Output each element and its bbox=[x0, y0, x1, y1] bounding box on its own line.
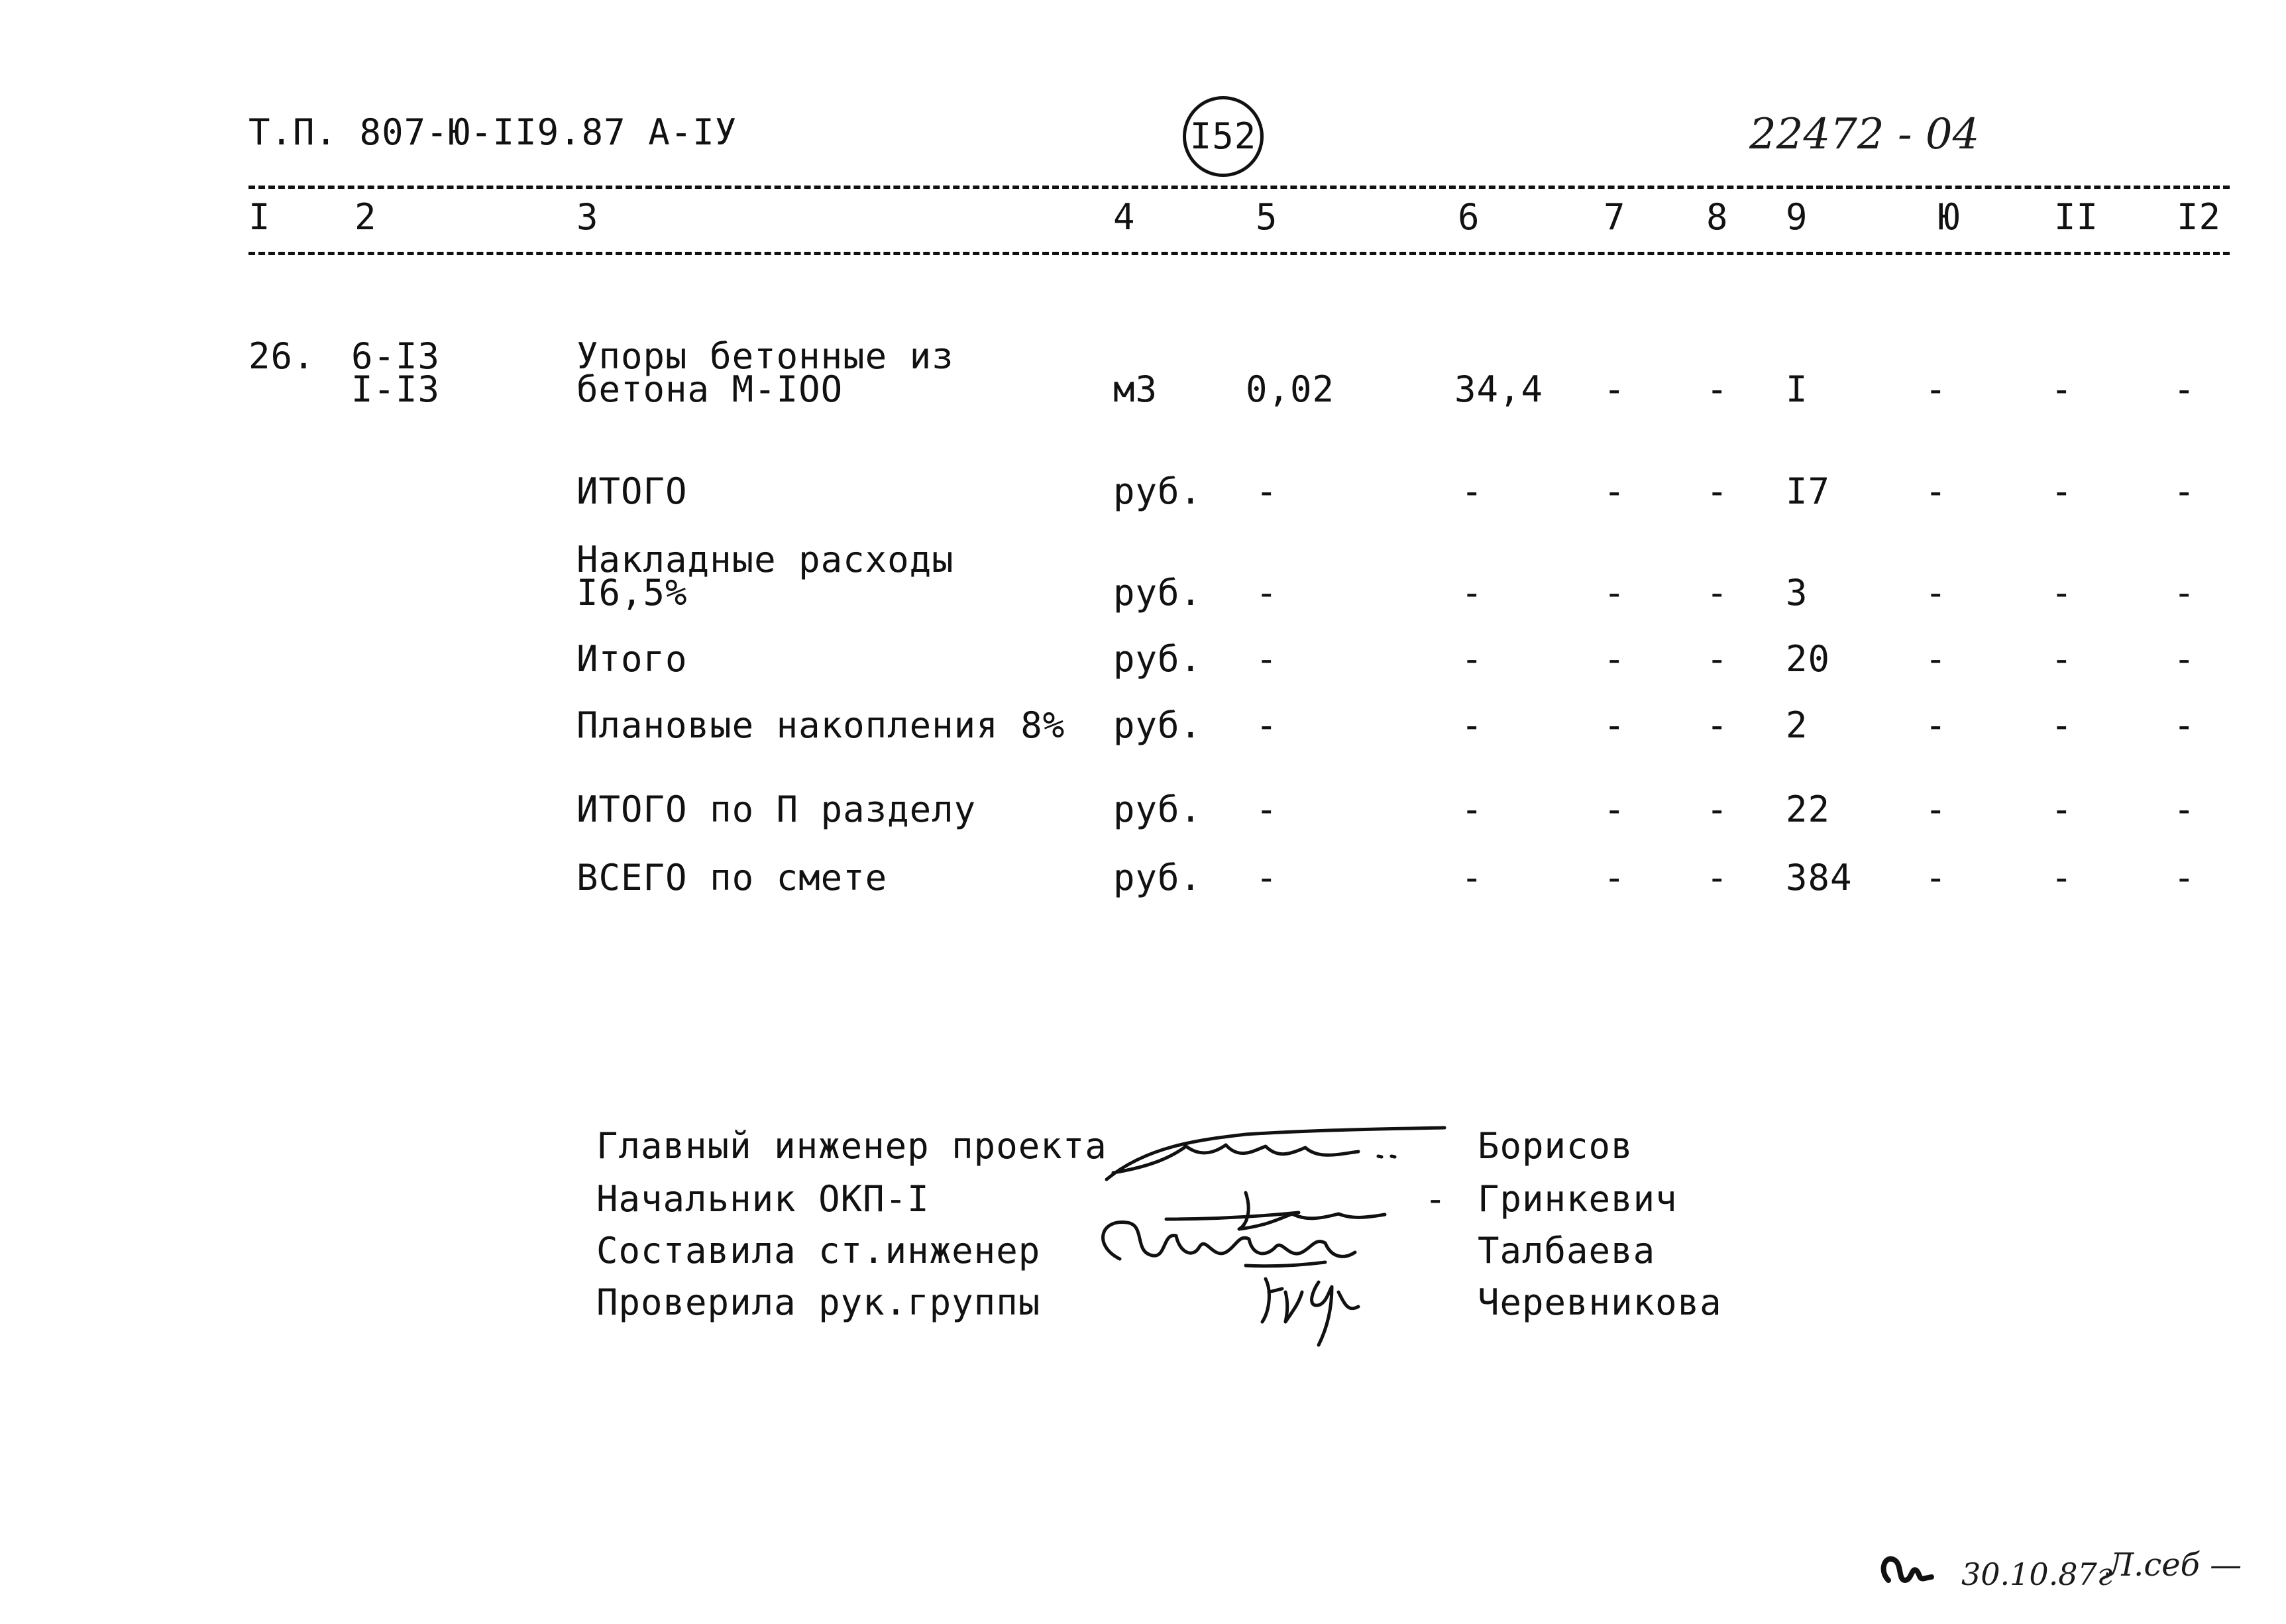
signature-name: Черевникова bbox=[1478, 1281, 1722, 1323]
column-header-3: 3 bbox=[576, 196, 599, 238]
summary-label: ИТОГО по П разделу bbox=[576, 788, 977, 830]
signature-role: Проверила рук.группы bbox=[596, 1281, 1041, 1323]
signature-borisov bbox=[1107, 1128, 1444, 1179]
summary-col-8: - bbox=[1706, 704, 1729, 746]
summary-unit: руб. bbox=[1113, 788, 1203, 830]
page-number: І52 bbox=[1189, 115, 1257, 157]
summary-unit: руб. bbox=[1113, 638, 1203, 680]
item-number: 26. bbox=[248, 335, 315, 377]
summary-col-6: - bbox=[1461, 704, 1484, 746]
footer-date-note: 30.10.87г bbox=[1961, 1556, 2113, 1592]
summary-col-9: 3 bbox=[1786, 572, 1808, 614]
summary-col-6: - bbox=[1461, 857, 1484, 898]
column-header-12: І2 bbox=[2177, 196, 2222, 238]
signature-role: Главный инженер проекта bbox=[596, 1125, 1107, 1167]
summary-col-10: - bbox=[1925, 788, 1947, 830]
column-header-5: 5 bbox=[1256, 196, 1278, 238]
signature-talbaeva bbox=[1103, 1222, 1355, 1266]
summary-label-line-2: І6,5% bbox=[576, 572, 688, 614]
signature-cherevnikova bbox=[1262, 1279, 1358, 1345]
summary-col-5: - bbox=[1256, 572, 1278, 614]
summary-col-6: - bbox=[1461, 470, 1484, 512]
summary-col-11: - bbox=[2051, 704, 2073, 746]
summary-col-11: - bbox=[2051, 857, 2073, 898]
column-header-9: 9 bbox=[1786, 196, 1808, 238]
page-number-stamp bbox=[1183, 96, 1264, 177]
summary-unit: руб. bbox=[1113, 704, 1203, 746]
header-dashed-line-top bbox=[248, 186, 2230, 189]
summary-label: Итого bbox=[576, 638, 688, 680]
summary-col-8: - bbox=[1706, 788, 1729, 830]
summary-unit: руб. bbox=[1113, 470, 1203, 512]
summary-label: ИТОГО bbox=[576, 470, 688, 512]
item-col-12: - bbox=[2173, 368, 2196, 410]
column-header-6: 6 bbox=[1458, 196, 1480, 238]
item-col-9: І bbox=[1786, 368, 1808, 410]
summary-col-8: - bbox=[1706, 638, 1729, 680]
item-name-line-1: Упоры бетонные из bbox=[576, 335, 954, 377]
signature-name: Гринкевич bbox=[1478, 1178, 1678, 1220]
summary-col-8: - bbox=[1706, 470, 1729, 512]
summary-col-11: - bbox=[2051, 470, 2073, 512]
column-header-10: Ю bbox=[1938, 196, 1961, 238]
item-col-7: - bbox=[1604, 368, 1626, 410]
summary-col-9: 2 bbox=[1786, 704, 1808, 746]
summary-col-10: - bbox=[1925, 638, 1947, 680]
summary-col-7: - bbox=[1604, 638, 1626, 680]
summary-col-9: 22 bbox=[1786, 788, 1831, 830]
summary-col-5: - bbox=[1256, 704, 1278, 746]
summary-col-7: - bbox=[1604, 470, 1626, 512]
summary-unit: руб. bbox=[1113, 857, 1203, 898]
summary-col-5: - bbox=[1256, 788, 1278, 830]
summary-col-12: - bbox=[2173, 470, 2196, 512]
summary-col-7: - bbox=[1604, 704, 1626, 746]
item-code-2: І-ІЗ bbox=[351, 368, 441, 410]
signature-name: Талбаева bbox=[1478, 1230, 1656, 1272]
item-col-8: - bbox=[1706, 368, 1729, 410]
summary-col-9: 384 bbox=[1786, 857, 1853, 898]
summary-col-9: І7 bbox=[1786, 470, 1831, 512]
footer-initial-mark bbox=[1875, 1544, 1935, 1597]
summary-col-6: - bbox=[1461, 788, 1484, 830]
item-col-6: 34,4 bbox=[1454, 368, 1544, 410]
column-header-4: 4 bbox=[1113, 196, 1136, 238]
summary-col-8: - bbox=[1706, 572, 1729, 614]
summary-col-10: - bbox=[1925, 704, 1947, 746]
item-col-11: - bbox=[2051, 368, 2073, 410]
column-header-8: 8 bbox=[1706, 196, 1729, 238]
summary-col-12: - bbox=[2173, 704, 2196, 746]
item-col-10: - bbox=[1925, 368, 1947, 410]
summary-col-5: - bbox=[1256, 638, 1278, 680]
column-header-11: ІІ bbox=[2054, 196, 2099, 238]
summary-label: ВСЕГО по смете bbox=[576, 857, 888, 898]
summary-col-10: - bbox=[1925, 470, 1947, 512]
summary-col-8: - bbox=[1706, 857, 1729, 898]
summary-col-7: - bbox=[1604, 857, 1626, 898]
signature-name: Борисов bbox=[1478, 1125, 1633, 1167]
summary-col-6: - bbox=[1461, 572, 1484, 614]
summary-col-12: - bbox=[2173, 788, 2196, 830]
column-header-1: І bbox=[248, 196, 271, 238]
signature-role: Начальник ОКП-І bbox=[596, 1178, 930, 1220]
summary-col-11: - bbox=[2051, 638, 2073, 680]
summary-col-5: - bbox=[1256, 857, 1278, 898]
summary-col-12: - bbox=[2173, 638, 2196, 680]
document-code: Т.П. 807-Ю-ІІ9.87 А-ІУ bbox=[248, 111, 737, 153]
summary-col-5: - bbox=[1256, 470, 1278, 512]
summary-col-11: - bbox=[2051, 788, 2073, 830]
header-dashed-line-bottom bbox=[248, 252, 2230, 255]
item-code-1: 6-ІЗ bbox=[351, 335, 441, 377]
summary-col-6: - bbox=[1461, 638, 1484, 680]
summary-label: Накладные расходы bbox=[576, 539, 954, 580]
summary-unit: руб. bbox=[1113, 572, 1203, 614]
summary-col-7: - bbox=[1604, 572, 1626, 614]
summary-col-12: - bbox=[2173, 857, 2196, 898]
summary-col-10: - bbox=[1925, 572, 1947, 614]
item-name-line-2: бетона М-ІОО bbox=[576, 368, 844, 410]
column-header-7: 7 bbox=[1604, 196, 1626, 238]
summary-label: Плановые накопления 8% bbox=[576, 704, 1065, 746]
summary-col-9: 20 bbox=[1786, 638, 1831, 680]
signature-role: Составила ст.инженер bbox=[596, 1230, 1041, 1272]
summary-col-7: - bbox=[1604, 788, 1626, 830]
item-unit: м3 bbox=[1113, 368, 1158, 410]
summary-col-11: - bbox=[2051, 572, 2073, 614]
handwritten-document-number: 22472 - 04 bbox=[1749, 110, 1980, 159]
handwritten-signatures bbox=[1047, 1093, 1471, 1358]
column-header-2: 2 bbox=[354, 196, 377, 238]
signature-dash: - bbox=[1425, 1178, 1447, 1220]
signature-grinkevich bbox=[1166, 1193, 1385, 1229]
item-col-5: 0,02 bbox=[1246, 368, 1335, 410]
footer-initials-note: Л.себ — bbox=[2107, 1546, 2242, 1584]
summary-col-12: - bbox=[2173, 572, 2196, 614]
summary-col-10: - bbox=[1925, 857, 1947, 898]
